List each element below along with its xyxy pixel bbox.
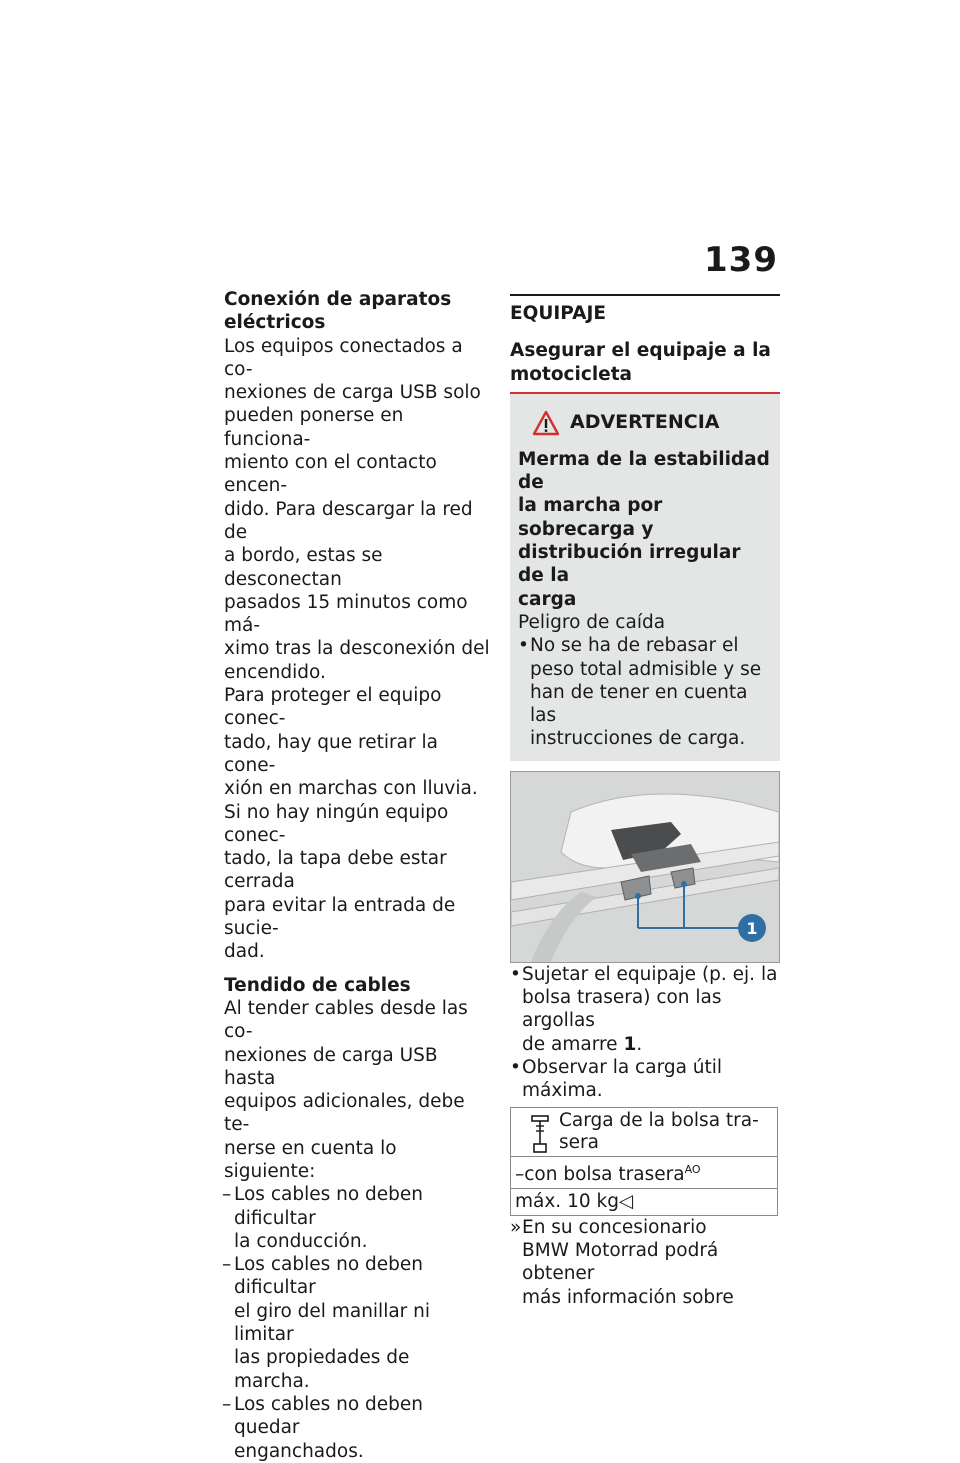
- warning-header: [532, 410, 770, 436]
- section-title-luggage: EQUIPAJE: [510, 294, 780, 325]
- motorcycle-rear-illustration: [511, 772, 779, 962]
- table-title: Carga de la bolsa tra- sera: [559, 1109, 759, 1153]
- warning-label: ADVERTENCIA: [570, 411, 720, 434]
- page-number: 139: [704, 240, 778, 280]
- warning-headline: Merma de la estabilidad de la marcha por sobrecarga y distribución irregular de la carga: [518, 448, 770, 610]
- list-item: • Sujetar el equipaje (p. ej. la bolsa trasera) con las argollas de amarre 1.: [510, 963, 780, 1056]
- paragraph-cables: Al tender cables desde las co- nexiones de carga USB hasta equipos adicionales, debe te- nerse en cuenta lo siguiente:: [224, 997, 468, 1182]
- left-column: [224, 288, 490, 1463]
- end-of-table-icon: ◁: [618, 1190, 634, 1212]
- note-dealer: » En su concesionario BMW Motorrad podrá obtener más información sobre: [510, 1216, 780, 1309]
- section-title-cables: Tendido de cables: [224, 974, 411, 996]
- right-column: [510, 288, 780, 1309]
- callout-reference: 1: [623, 1033, 637, 1055]
- figure-callout: 1: [746, 918, 758, 938]
- paragraph-cover: Si no hay ningún equipo conec- tado, la tapa debe estar cerrada para evitar la entrada de sucie- dad.: [224, 801, 456, 963]
- list-item: – Los cables no deben quedar enganchados.: [224, 1393, 490, 1463]
- warning-triangle-icon: [532, 410, 560, 436]
- paragraph-usb-charging: Los equipos conectados a co- nexiones de carga USB solo pueden ponerse en funciona- miento con el contacto encen- dido. Para descargar la red de a bordo, estas se desconectan pasados 15 minutos como má- ximo tras la desconexión del encendido.: [224, 335, 490, 683]
- list-item: – Los cables no deben dificultar la conducción.: [224, 1183, 490, 1253]
- table-row: –con bolsa trasera$^{AO}$: [511, 1156, 778, 1188]
- list-item: – Los cables no deben dificultar el giro del manillar ni limitar las propiedades de marcha.: [224, 1253, 490, 1393]
- warning-bullet: • No se ha de rebasar el peso total admisible y se han de tener en cuenta las instrucciones de carga.: [518, 634, 770, 750]
- luggage-lashing-figure: [510, 771, 780, 963]
- payload-table: [510, 1107, 778, 1216]
- section-title-electrical: Conexión de aparatos eléctricos: [224, 289, 452, 334]
- luggage-weight-icon: [529, 1114, 551, 1154]
- paragraph-rain: Para proteger el equipo conec- tado, hay que retirar la cone- xión en marchas con lluvia.: [224, 685, 478, 800]
- subsection-title-secure-luggage: Asegurar el equipaje a la motocicleta: [510, 339, 780, 394]
- table-row: máx. 10 kg◁: [511, 1188, 778, 1215]
- list-item: • Observar la carga útil máxima.: [510, 1056, 780, 1103]
- warning-box: [510, 394, 780, 761]
- warning-risk: Peligro de caída: [518, 611, 666, 633]
